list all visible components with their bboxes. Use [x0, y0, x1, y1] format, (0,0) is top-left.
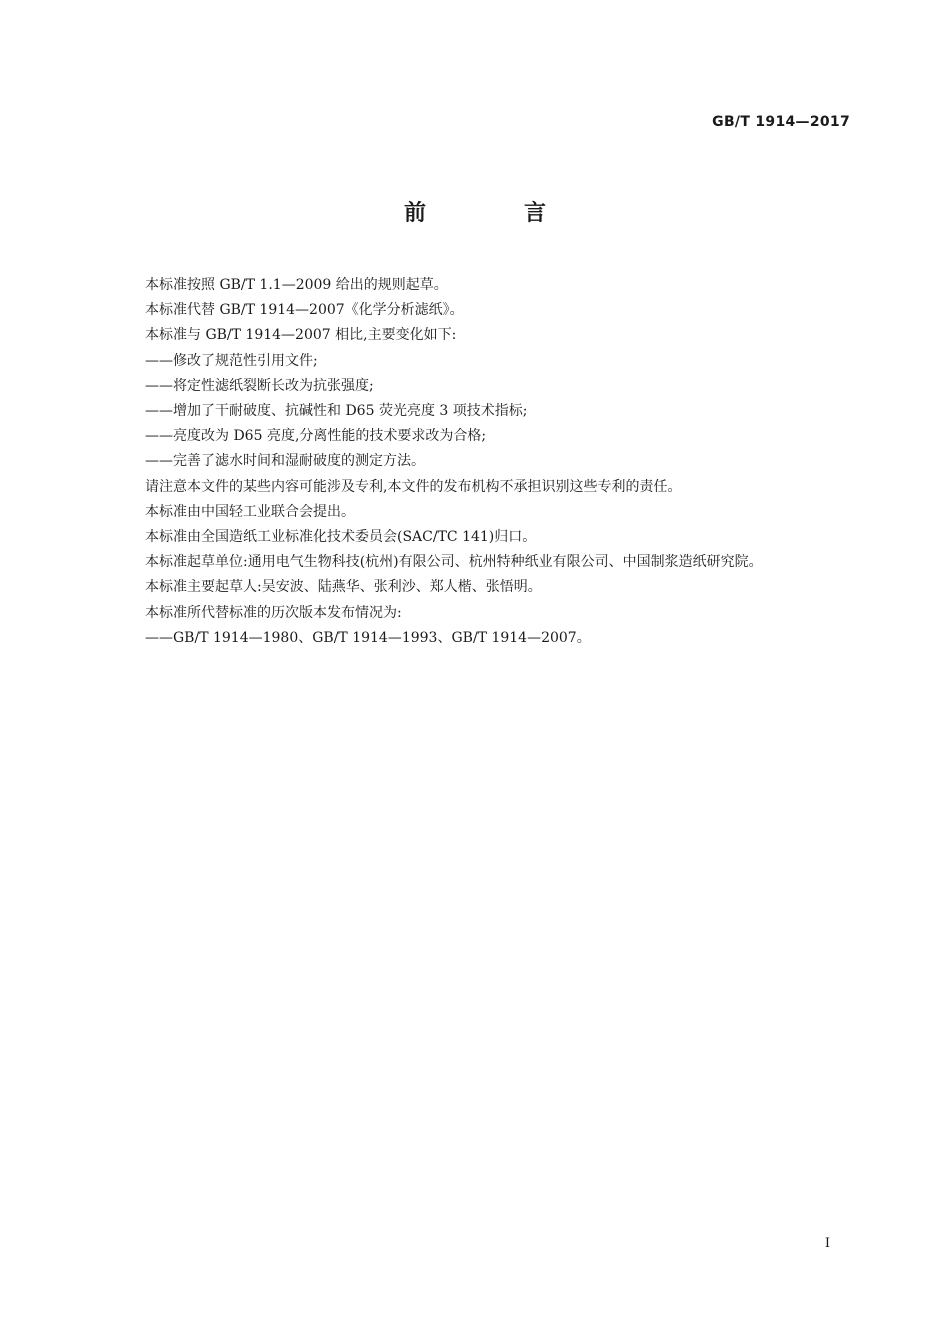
paragraph: 本标准代替 GB/T 1914—2007《化学分析滤纸》。 — [145, 302, 464, 319]
list-item: ——完善了滤水时间和湿耐破度的测定方法。 — [145, 453, 425, 470]
paragraph: 本标准与 GB/T 1914—2007 相比,主要变化如下: — [145, 327, 457, 344]
paragraph: 本标准由中国轻工业联合会提出。 — [145, 503, 355, 520]
document-code: GB/T 1914—2017 — [712, 114, 850, 130]
list-item: ——将定性滤纸裂断长改为抗张强度; — [145, 377, 374, 394]
list-item: ——增加了干耐破度、抗碱性和 D65 荧光亮度 3 项技术指标; — [145, 403, 528, 420]
paragraph: 请注意本文件的某些内容可能涉及专利,本文件的发布机构不承担识别这些专利的责任。 — [145, 478, 682, 495]
list-item: ——GB/T 1914—1980、GB/T 1914—1993、GB/T 1914—2007。 — [145, 629, 591, 646]
list-item: ——亮度改为 D65 亮度,分离性能的技术要求改为合格; — [145, 428, 487, 445]
paragraph: 本标准所代替标准的历次版本发布情况为: — [145, 604, 402, 621]
body-text — [116, 273, 850, 651]
page-title: 前 言 — [403, 201, 584, 226]
paragraph: 本标准由全国造纸工业标准化技术委员会(SAC/TC 141)归口。 — [145, 529, 537, 546]
paragraph: 本标准起草单位:通用电气生物科技(杭州)有限公司、杭州特种纸业有限公司、中国制浆造纸研究院。 — [145, 554, 763, 571]
list-item: ——修改了规范性引用文件; — [145, 352, 318, 369]
paragraph: 本标准按照 GB/T 1.1—2009 给出的规则起草。 — [145, 277, 448, 293]
page-number: I — [824, 1236, 830, 1251]
paragraph: 本标准主要起草人:吴安波、陆燕华、张利沙、郑人楷、张悟明。 — [145, 579, 542, 596]
